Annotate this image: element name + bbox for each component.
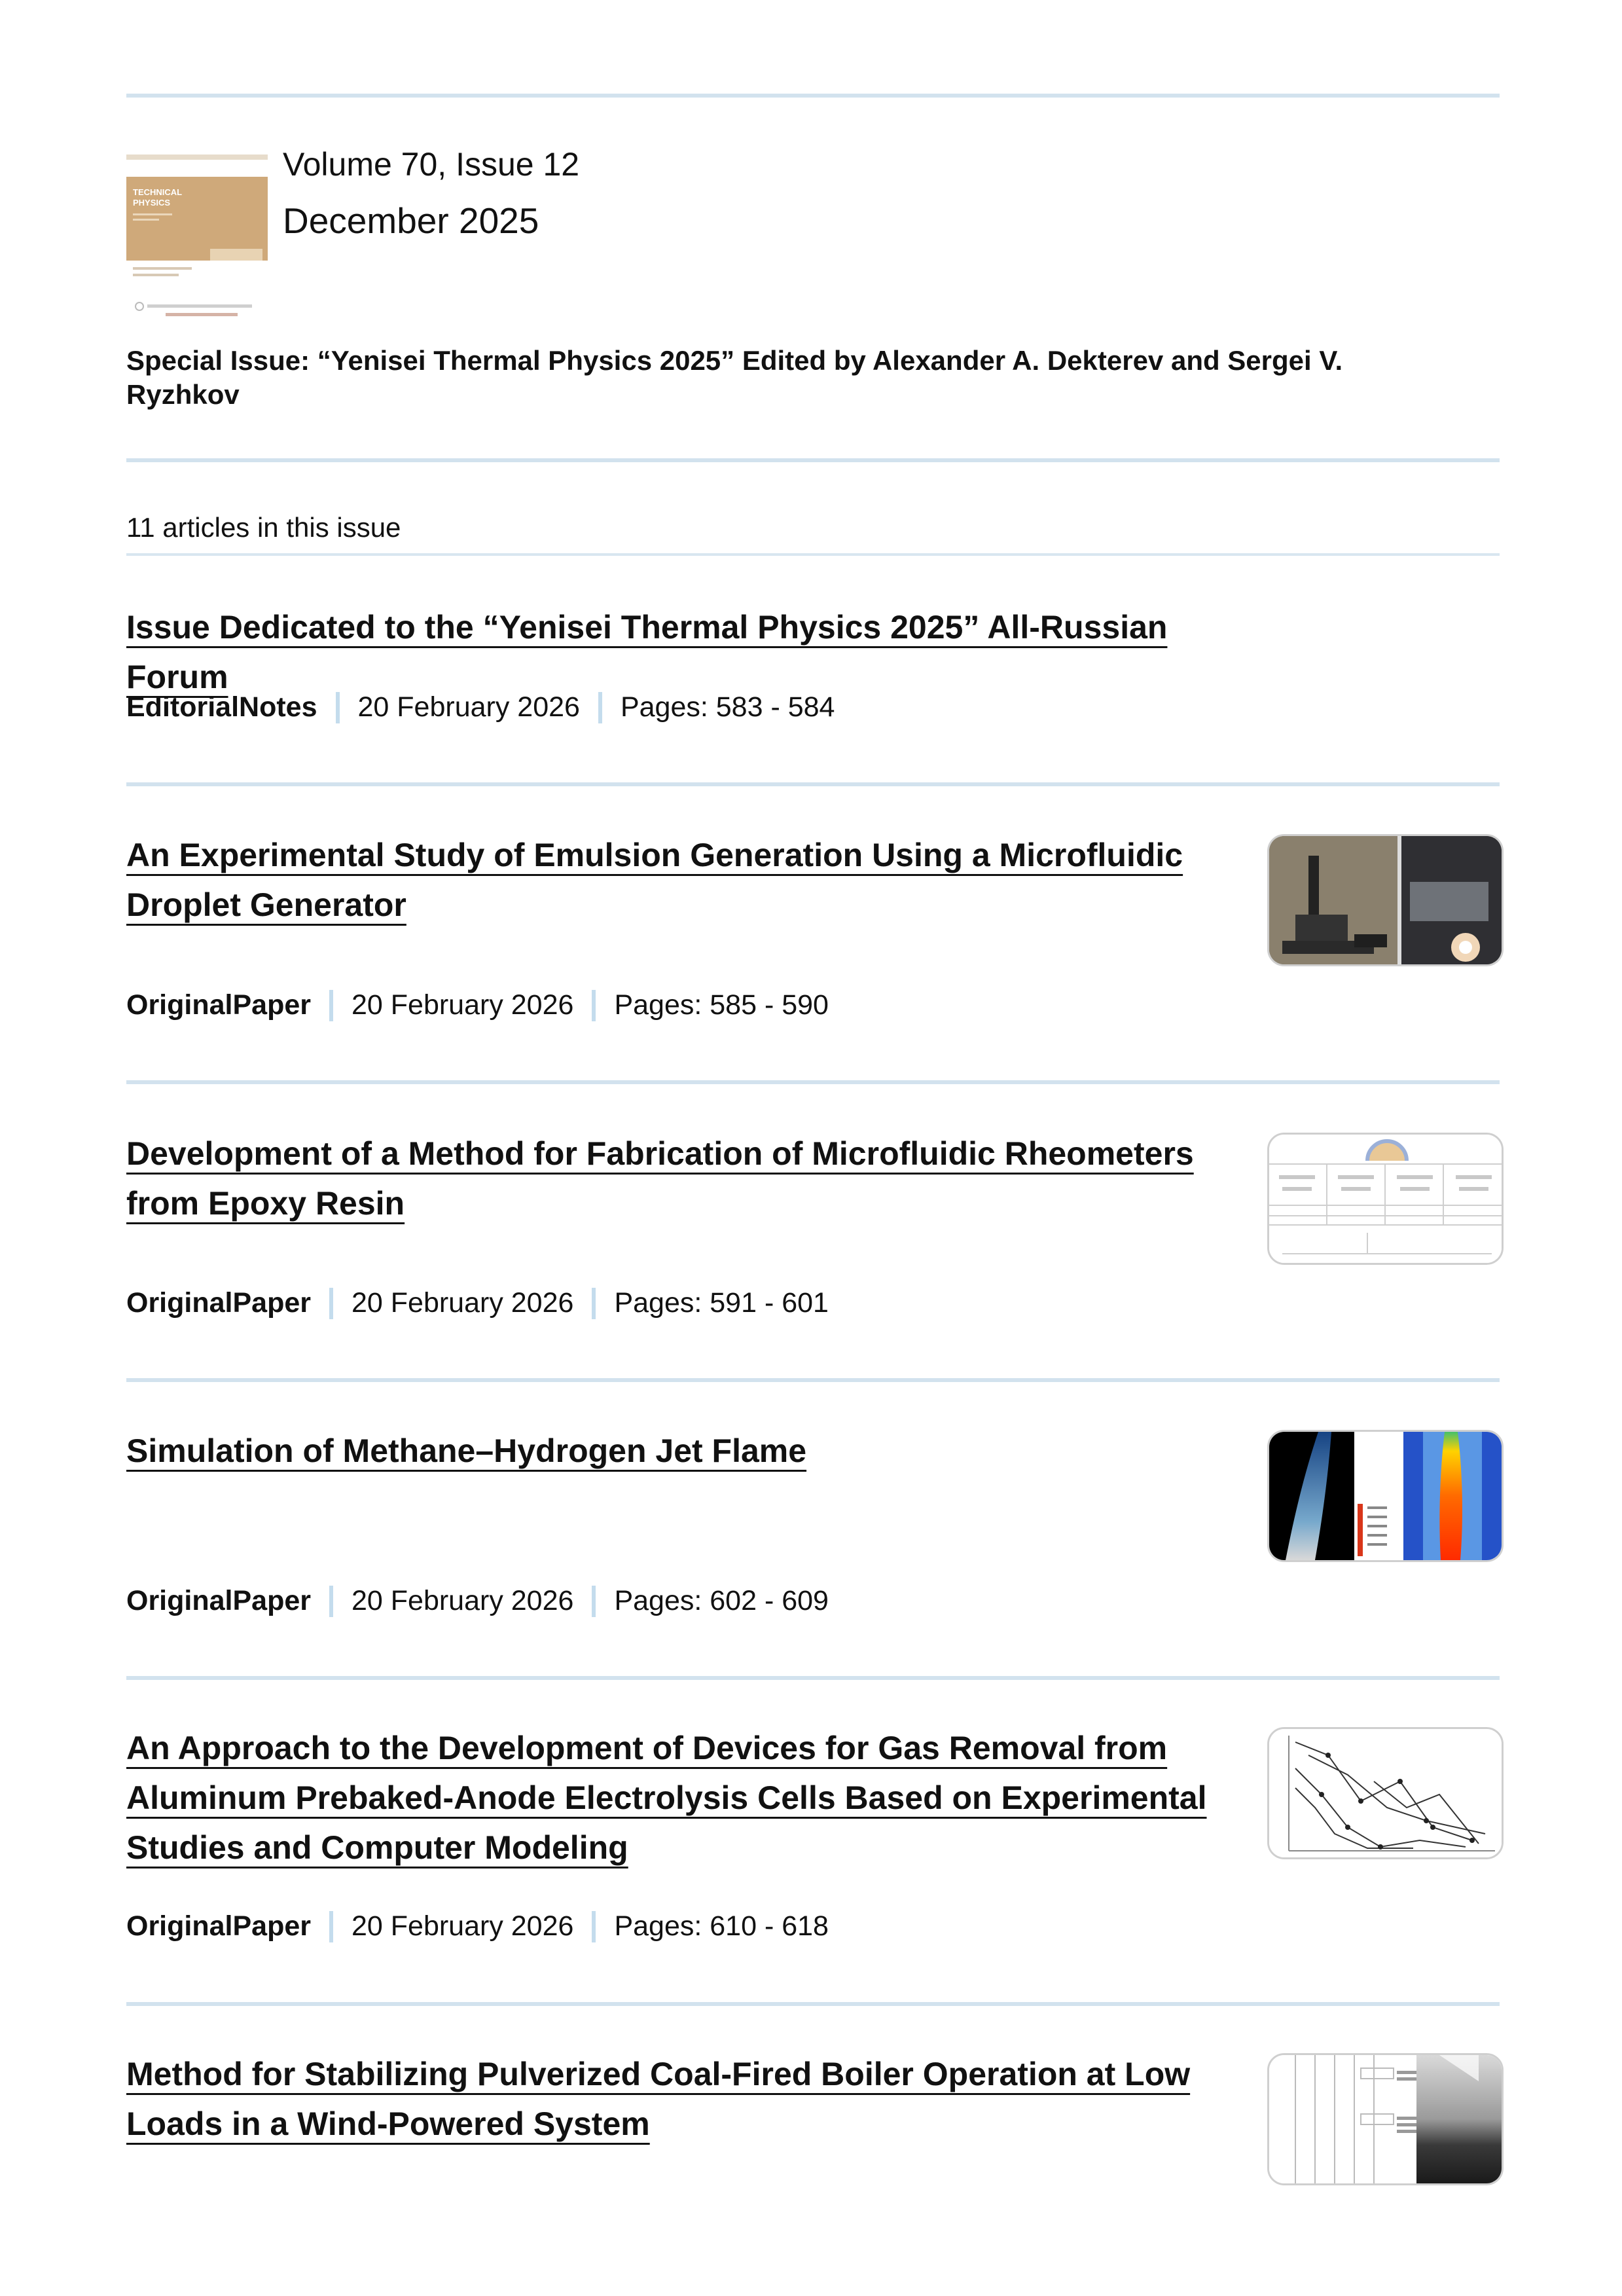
meta-separator	[598, 692, 602, 723]
article-meta-5	[126, 1910, 829, 1942]
count-divider	[126, 553, 1500, 556]
article-meta-2	[126, 989, 829, 1021]
meta-separator	[329, 1586, 333, 1617]
article-title-5[interactable]	[126, 1723, 1239, 1872]
meta-separator	[329, 990, 333, 1021]
article-date: 20 February 2026	[351, 1287, 574, 1319]
article-thumbnail-5[interactable]	[1267, 1727, 1504, 1859]
article-pages: Pages: 585 - 590	[614, 989, 829, 1021]
article-thumbnail-2[interactable]	[1267, 834, 1504, 966]
article-type: OriginalPaper	[126, 1910, 311, 1942]
article-type: OriginalPaper	[126, 1287, 311, 1319]
article-thumbnail-3[interactable]	[1267, 1133, 1504, 1265]
header-divider	[126, 458, 1500, 462]
special-issue-title: Special Issue: “Yenisei Thermal Physics 2025” Edited by Alexander A. Dekterev and Sergei V. Ryzhkov	[126, 345, 1343, 410]
article-title-4[interactable]	[126, 1426, 1239, 1476]
article-title-6[interactable]	[126, 2049, 1239, 2149]
cover-title-line2: PHYSICS	[133, 198, 171, 208]
article-title-link[interactable]: An Experimental Study of Emulsion Generation Using a Microfluidic Droplet Generator	[126, 837, 1183, 923]
article-title-link[interactable]: An Approach to the Development of Devices for Gas Removal from Aluminum Prebaked-Anode Electrolysis Cells Based on Experimental Studies and Computer Modeling	[126, 1730, 1207, 1866]
meta-separator	[336, 692, 340, 723]
volume-issue-heading: Volume 70, Issue 12	[283, 146, 580, 183]
article-divider	[126, 1080, 1500, 1084]
article-meta-4	[126, 1585, 829, 1617]
journal-cover-image[interactable]	[126, 152, 268, 325]
article-title-link[interactable]: Issue Dedicated to the “Yenisei Thermal Physics 2025” All-Russian Forum	[126, 609, 1168, 695]
article-divider	[126, 1676, 1500, 1680]
article-type: OriginalPaper	[126, 989, 311, 1021]
issue-date-heading: December 2025	[283, 200, 539, 241]
article-thumbnail-4[interactable]	[1267, 1430, 1504, 1562]
article-title-link[interactable]: Simulation of Methane–Hydrogen Jet Flame	[126, 1432, 807, 1469]
article-divider	[126, 2002, 1500, 2006]
article-title-3[interactable]	[126, 1129, 1239, 1228]
article-divider	[126, 782, 1500, 786]
article-thumbnail-6[interactable]	[1267, 2053, 1504, 2185]
meta-separator	[329, 1911, 333, 1942]
article-pages: Pages: 610 - 618	[614, 1910, 829, 1942]
article-date: 20 February 2026	[351, 1910, 574, 1942]
article-date: 20 February 2026	[351, 989, 574, 1021]
article-divider	[126, 1378, 1500, 1382]
article-meta-3	[126, 1287, 829, 1319]
meta-separator	[592, 990, 596, 1021]
meta-separator	[592, 1586, 596, 1617]
article-type: OriginalPaper	[126, 1585, 311, 1616]
article-count: 11 articles in this issue	[126, 512, 401, 543]
cover-title-line1: TECHNICAL	[133, 187, 183, 197]
article-pages: Pages: 591 - 601	[614, 1287, 829, 1319]
article-meta-1	[126, 691, 835, 723]
article-title-2[interactable]	[126, 830, 1239, 930]
article-date: 20 February 2026	[357, 691, 580, 723]
article-pages: Pages: 583 - 584	[620, 691, 835, 723]
top-divider	[126, 94, 1500, 98]
article-pages: Pages: 602 - 609	[614, 1585, 829, 1616]
meta-separator	[592, 1911, 596, 1942]
meta-separator	[329, 1288, 333, 1319]
article-title-1[interactable]	[126, 602, 1239, 702]
meta-separator	[592, 1288, 596, 1319]
article-type: EditorialNotes	[126, 691, 317, 723]
article-title-link[interactable]: Method for Stabilizing Pulverized Coal-Fired Boiler Operation at Low Loads in a Wind-Powered System	[126, 2056, 1191, 2142]
article-date: 20 February 2026	[351, 1585, 574, 1616]
article-title-link[interactable]: Development of a Method for Fabrication of Microfluidic Rheometers from Epoxy Resin	[126, 1135, 1194, 1222]
